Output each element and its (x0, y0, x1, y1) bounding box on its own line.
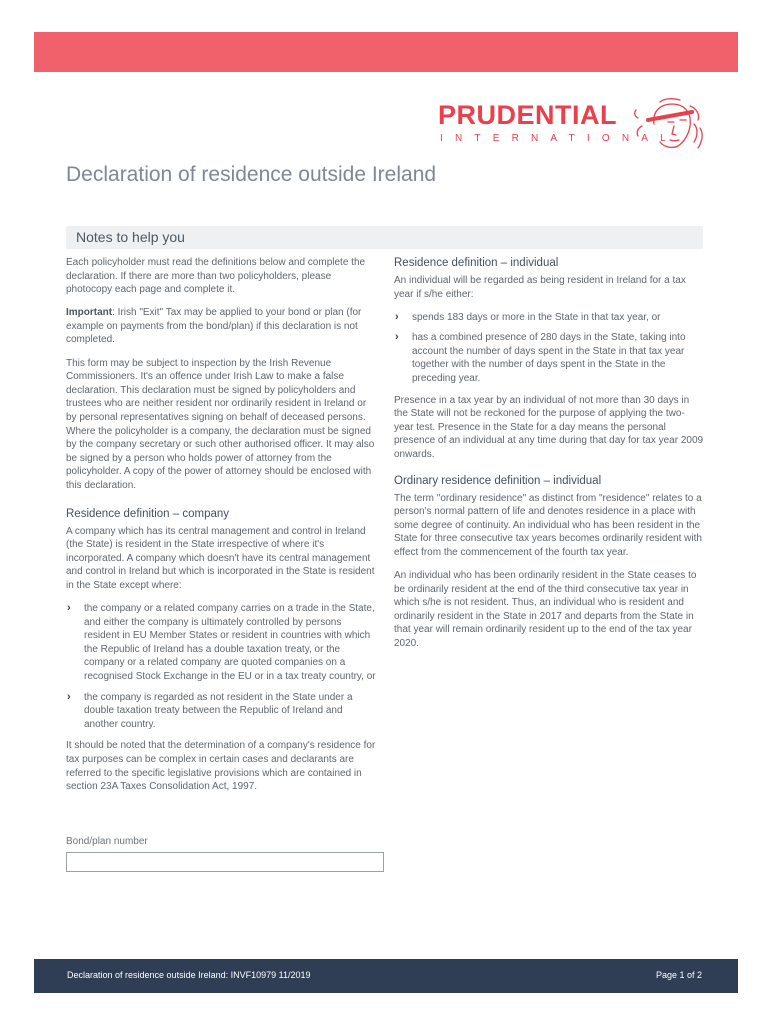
notes-right-column (394, 256, 704, 660)
ordinary-residence-paragraph-1: The term "ordinary residence" as distinct from "residence" relates to a person's normal pattern of life and denotes residence in a place with some degree of continuity. An individual who has been resident in the State for three consecutive tax years becomes ordinarily resident with effect from the commencement of the fourth tax year. (394, 492, 702, 558)
prudence-head-icon (634, 98, 706, 156)
list-item-text: has a combined presence of 280 days in the State, taking into account the number of days spent in the State in that tax year together with the number of days spent in the State in the preceding year. (412, 332, 686, 385)
chevron-right-icon: › (395, 331, 399, 344)
chevron-right-icon: › (67, 690, 71, 703)
individual-criteria-list (394, 311, 704, 386)
list-item-text: spends 183 days or more in the State in that tax year, or (412, 311, 661, 323)
prudential-logo (438, 98, 706, 158)
company-definition-paragraph: A company which has its central management and control in Ireland (the State) is resident in the State irrespective of where it's incorporated. A company which doesn't have its central management and control in Ireland but which is incorporated in the State is resident in the State except where: (66, 525, 375, 591)
logo-subline: INTERNATIONAL (440, 133, 678, 144)
intro-paragraph: Each policyholder must read the definitions below and complete the declaration. If there are more than two policyholders, please photocopy each page and complete it. (66, 257, 366, 296)
page-footer (34, 959, 738, 993)
list-item (394, 331, 704, 385)
notes-left-column (66, 256, 376, 803)
company-definition-heading: Residence definition – company (66, 507, 230, 520)
ordinary-residence-paragraph-2: An individual who has been ordinarily resident in the State ceases to be ordinarily resident at the end of the third consecutive tax year in which s/he is not resident. Thus, an individual who is resident and ordinarily resident in the State in 2017 and departs from the State in that year will remain ordinarily resident up to the end of the tax year 2020. (394, 570, 697, 650)
logo-wordmark: PRUDENTIAL (438, 100, 617, 130)
list-item (394, 311, 704, 325)
notes-heading: Notes to help you (76, 229, 185, 245)
list-item (66, 602, 376, 684)
individual-definition-paragraph: An individual will be regarded as being resident in Ireland for a tax year if s/he either: (394, 275, 686, 300)
important-label: Important (66, 307, 113, 319)
top-color-band (34, 32, 738, 72)
chevron-right-icon: › (67, 601, 71, 614)
chevron-right-icon: › (395, 310, 399, 323)
important-paragraph (66, 306, 376, 347)
footer-document-reference: Declaration of residence outside Ireland: INVF10979 11/2019 (67, 970, 311, 980)
individual-definition-heading: Residence definition – individual (394, 257, 559, 269)
list-item (66, 691, 376, 732)
bond-number-label: Bond/plan number (66, 836, 148, 847)
notes-section-bar (66, 226, 703, 249)
presence-paragraph: Presence in a tax year by an individual of not more than 30 days in the State will not be reckoned for the purpose of applying the two-year test. Presence in the State for a day means the personal presence of an individual at any time during that day for tax year 2009 onwards. (394, 394, 704, 461)
ordinary-residence-heading: Ordinary residence definition – individual (394, 474, 602, 487)
list-item-text: the company or a related company carries on a trade in the State, and either the company is ultimately controlled by persons resident in EU Member States or resident in countries with which the Republic of Ireland has a double taxation treaty, or the company or a related company are quoted companies on a recognised Stock Exchange in the EU or in a tax treaty country, or (84, 602, 376, 682)
inspection-paragraph: This form may be subject to inspection by the Irish Revenue Commissioners. It's an offence under Irish Law to make a false declaration. This declaration must be signed by policyholders and trustees who are neither resident nor ordinarily resident in Ireland or by personal representatives signing on behalf of deceased persons. Where the policyholder is a company, the declaration must be signed by the company secretary or such other authorised officer. It may also be signed by a person who holds power of attorney from the policyholder. A copy of the power of attorney should be enclosed with this declaration. (66, 357, 375, 491)
page-title: Declaration of residence outside Ireland (66, 163, 437, 186)
important-text: : Irish "Exit" Tax may be applied to your bond or plan (for example on payments from the bond/plan) if this declaration is not completed. (66, 307, 362, 346)
list-item-text: the company is regarded as not resident in the State under a double taxation treaty between the Republic of Ireland and another country. (84, 691, 353, 730)
company-exceptions-list (66, 602, 376, 731)
bond-number-input[interactable] (66, 852, 384, 872)
company-note-paragraph: It should be noted that the determination of a company's residence for tax purposes can be complex in certain cases and declarants are referred to the specific legislative provisions which are contained in section 23A Taxes Consolidation Act, 1997. (66, 740, 376, 793)
footer-page-number: Page 1 of 2 (655, 970, 702, 980)
